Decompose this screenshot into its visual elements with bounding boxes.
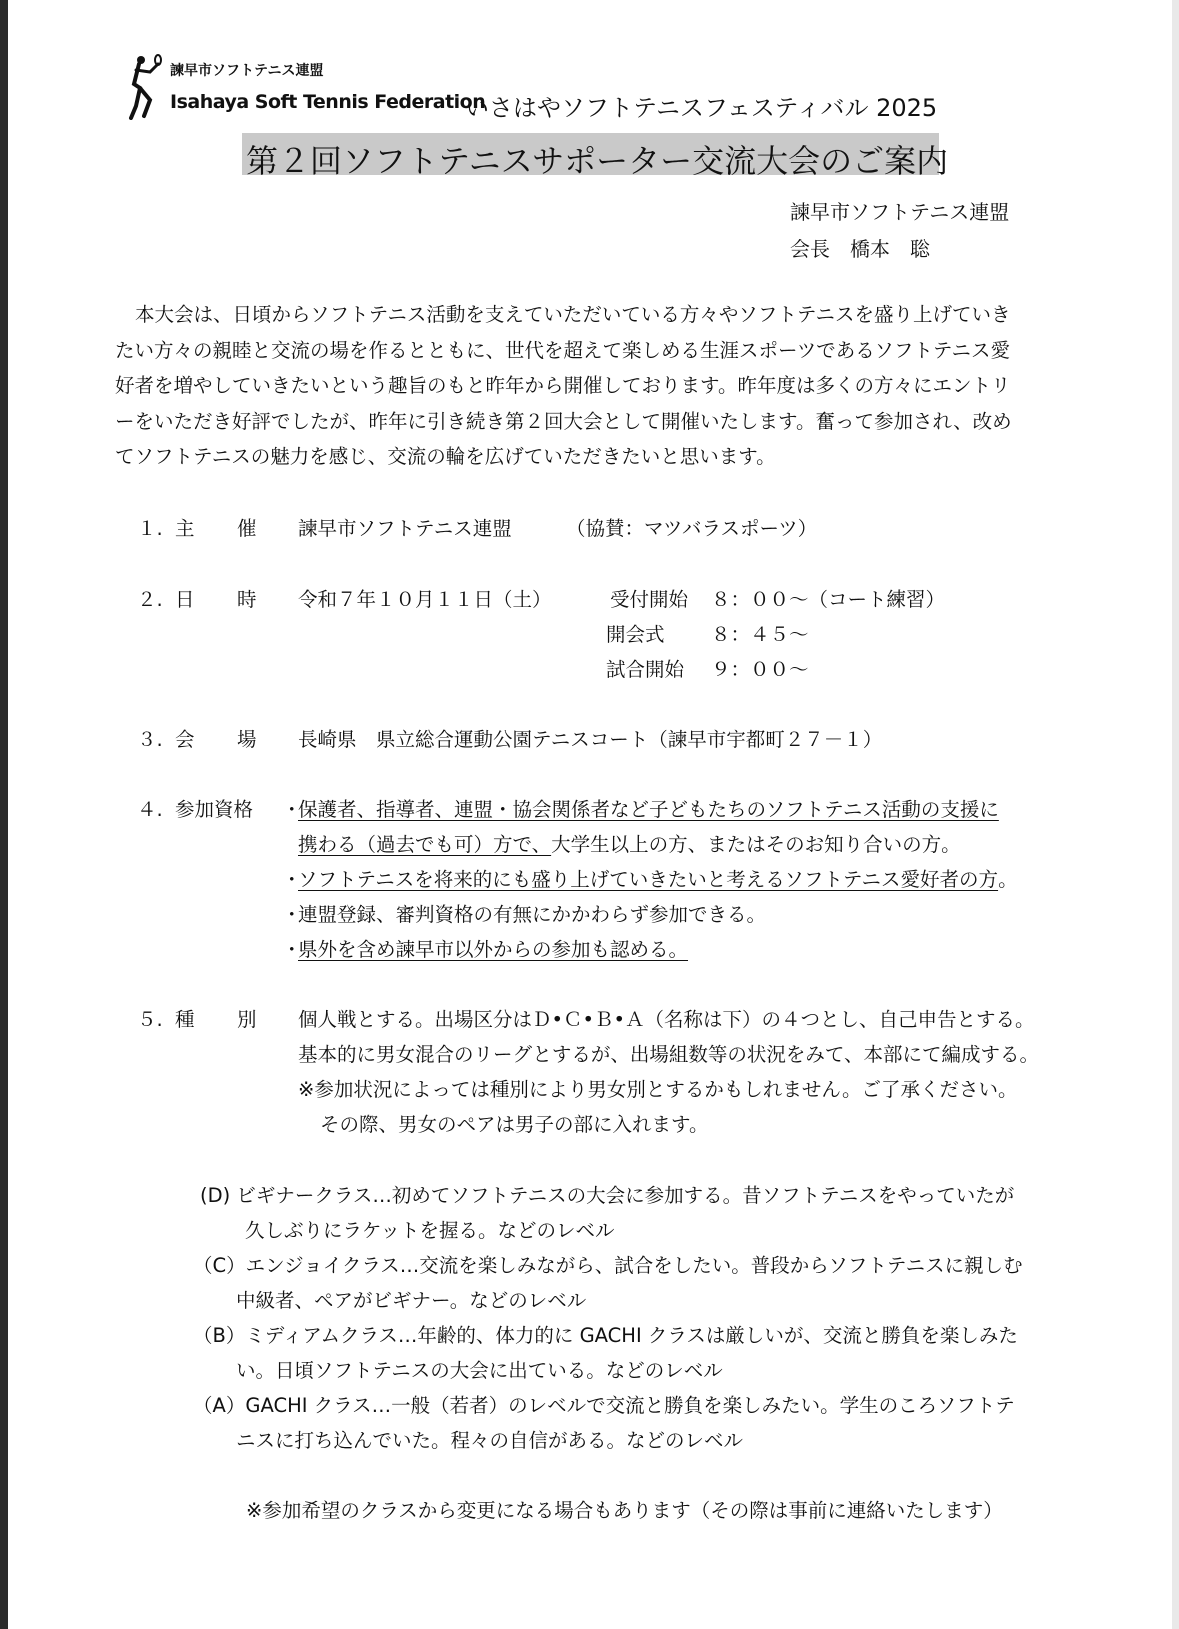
eligibility-item-1-cont: [298, 829, 961, 857]
footer-note: ※参加希望のクラスから変更になる場合もあります（その際は事前に連絡いたします）: [246, 1499, 1003, 1522]
class-c-cont: 中級者、ペアがビギナー。などのレベル: [236, 1289, 587, 1312]
category-note: その際、男女のペアは男子の部に入れます。: [320, 1113, 709, 1136]
schedule-label: 受付開始: [610, 588, 689, 611]
intro-paragraph: [115, 297, 1065, 475]
section-label: 時: [237, 588, 257, 611]
section-label: 別: [237, 1008, 257, 1031]
intro-line: ーをいただき好評でしたが、昨年に引き続き第２回大会として開催いたします。奮って参加され、改め: [115, 409, 1012, 433]
venue-value: 長崎県 県立総合運動公園テニスコート（諫早市宇都町２７－１）: [298, 728, 883, 751]
section-label: 参加資格: [175, 798, 254, 821]
eligibility-item-2: [298, 864, 1018, 892]
schedule-time: ９：００〜: [711, 658, 809, 681]
schedule-label: 開会式: [606, 623, 665, 646]
bullet: ・: [282, 903, 302, 926]
tennis-player-icon: [128, 54, 162, 120]
category-line: 基本的に男女混合のリーグとするが、出場組数等の状況をみて、本部にて編成する。: [298, 1043, 1040, 1066]
eligibility-item-2-underlined: ソフトテニスを将来的にも盛り上げていきたいと考えるソフトテニス愛好者の方: [298, 868, 999, 891]
event-date: 令和７年１０月１１日（土）: [298, 588, 552, 611]
eligibility-item-4: 県外を含め諫早市以外からの参加も認める。: [298, 938, 689, 961]
class-b-cont: い。日頃ソフトテニスの大会に出ている。などのレベル: [236, 1359, 723, 1382]
intro-line: てソフトテニスの魅力を感じ、交流の輪を広げていただきたいと思います。: [115, 445, 776, 468]
section-label: 主: [175, 517, 195, 540]
section-number: ２.: [137, 588, 163, 611]
bullet: ・: [282, 798, 302, 821]
festival-title: いさはやソフトテニスフェスティバル 2025: [465, 94, 938, 122]
intro-line: 本大会は、日頃からソフトテニス活動を支えていただいている方々やソフトテニスを盛り上げていき: [135, 303, 1011, 326]
eligibility-item-3: 連盟登録、審判資格の有無にかかわらず参加できる。: [298, 903, 767, 926]
section-label: 会: [175, 728, 195, 751]
eligibility-item-1-rest: 大学生以上の方、またはそのお知り合いの方。: [551, 833, 961, 856]
eligibility-item-1-underlined: 携わる（過去でも可）方で、: [298, 833, 552, 856]
class-a: （A）GACHI クラス…一般（若者）のレベルで交流と勝負を楽しみたい。学生のころソフトテ: [193, 1394, 1015, 1417]
class-d: (D) ビギナークラス…初めてソフトテニスの大会に参加する。昔ソフトテニスをやっていたが: [200, 1184, 1015, 1207]
section-number: １.: [137, 517, 163, 540]
section-label: 日: [175, 588, 195, 611]
logo-japanese-name: 諫早市ソフトテニス連盟: [170, 63, 324, 79]
eligibility-item-1: 保護者、指導者、連盟・協会関係者など子どもたちのソフトテニス活動の支援に: [298, 798, 999, 821]
eligibility-item-2-end: 。: [998, 868, 1018, 891]
logo-english-name: Isahaya Soft Tennis Federation: [170, 91, 486, 113]
bullet: ・: [282, 868, 302, 891]
section-label: 催: [237, 517, 257, 540]
section-number: ５.: [137, 1008, 163, 1031]
sponsor-value: （協賛：マツバラスポーツ）: [566, 517, 818, 540]
section-number: ３.: [137, 728, 163, 751]
schedule-label: 試合開始: [606, 658, 685, 681]
page-right-edge: [1172, 0, 1179, 1629]
class-c: （C）エンジョイクラス…交流を楽しみながら、試合をしたい。普段からソフトテニスに親しむ: [193, 1254, 1023, 1277]
intro-line: 好者を増やしていきたいという趣旨のもと昨年から開催しております。昨年度は多くの方々にエントリ: [115, 374, 1011, 397]
class-b: （B）ミディアムクラス…年齢的、体力的に GACHI クラスは厳しいが、交流と勝負を楽しみた: [193, 1324, 1018, 1347]
schedule-time: ８：４５〜: [711, 623, 809, 646]
category-line: 個人戦とする。出場区分はＤ•Ｃ•Ｂ•Ａ（名称は下）の４つとし、自己申告とする。: [298, 1008, 1035, 1031]
class-a-cont: ニスに打ち込んでいた。程々の自信がある。などのレベル: [236, 1429, 744, 1452]
page-left-edge: [0, 0, 8, 1629]
bullet: ・: [282, 938, 302, 961]
organizer-name: 諫早市ソフトテニス連盟: [790, 200, 1010, 224]
category-note: ※参加状況によっては種別により男女別とするかもしれません。ご了承ください。: [298, 1078, 1018, 1101]
organizer-chairman: 会長 橋本 聡: [790, 237, 930, 261]
intro-line: たい方々の親睦と交流の場を作るとともに、世代を超えて楽しめる生涯スポーツであるソフトテニス愛: [115, 338, 1011, 362]
section-label: 種: [175, 1008, 195, 1031]
section-number: ４.: [137, 798, 163, 821]
schedule-time: ８：００〜（コート練習）: [711, 588, 946, 611]
section-label: 場: [237, 728, 257, 751]
host-value: 諫早市ソフトテニス連盟: [298, 517, 512, 540]
page-title: 第２回ソフトテニスサポーター交流大会のご案内: [246, 142, 949, 180]
class-d-cont: 久しぶりにラケットを握る。などのレベル: [245, 1219, 615, 1242]
